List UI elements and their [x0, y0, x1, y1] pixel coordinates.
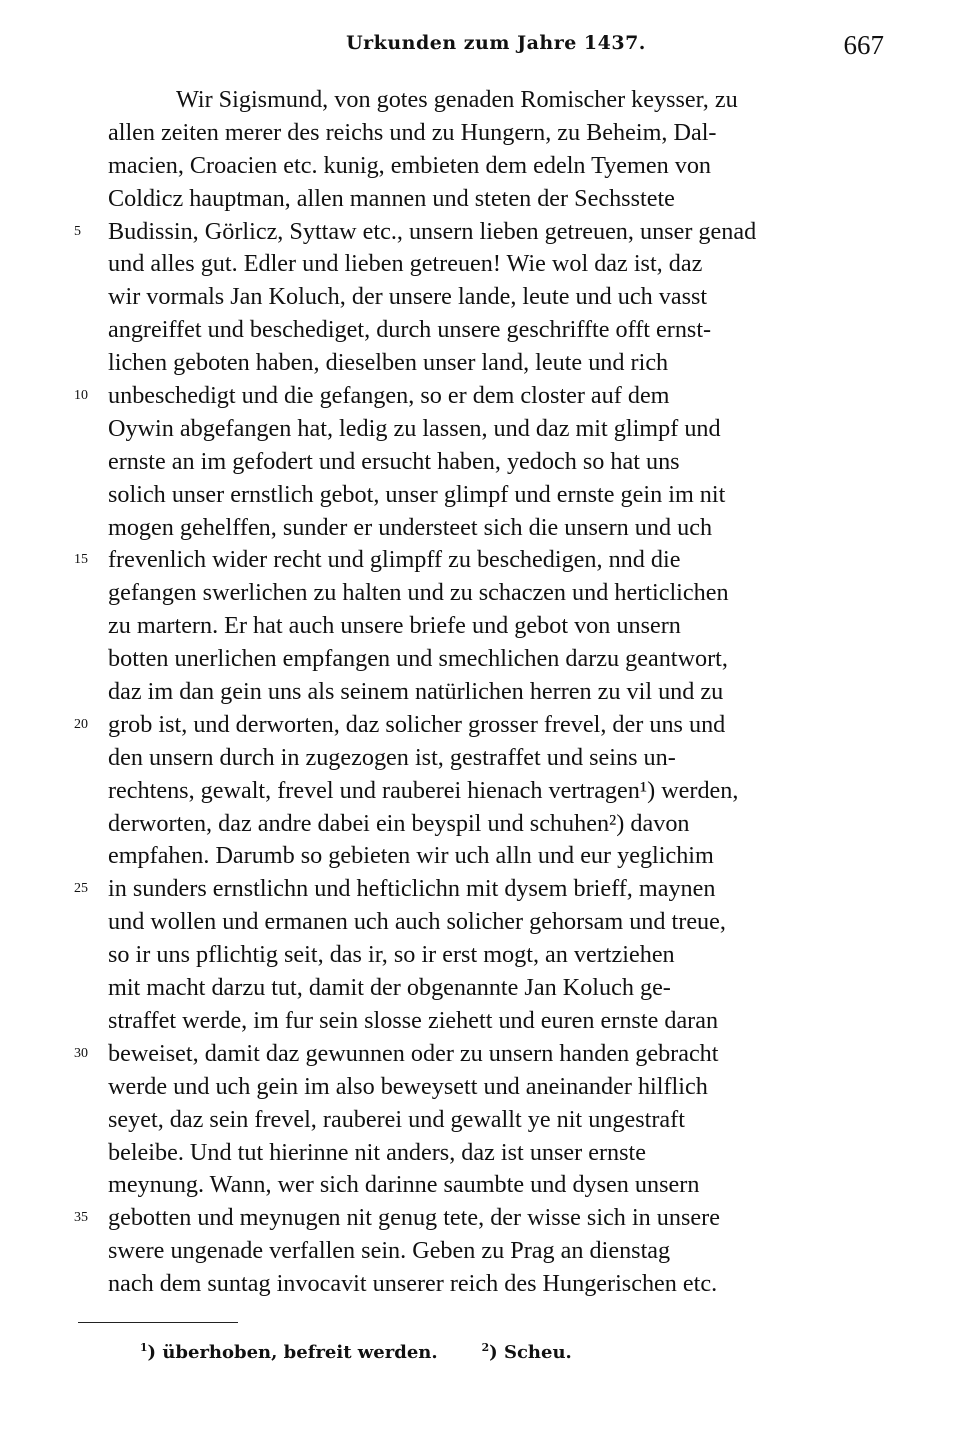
line-text: seyet, daz sein frevel, rauberei und gewallt ye nit ungestraft [108, 1105, 685, 1133]
text-line [74, 873, 884, 906]
text-line [108, 972, 884, 1005]
line-text: wir vormals Jan Koluch, der unsere lande, leute und uch vasst [108, 283, 708, 311]
line-text: zu martern. Er hat auch unsere briefe und gebot von unsern [108, 612, 681, 640]
text-line [108, 479, 884, 512]
text-line [74, 709, 884, 742]
line-text: ernste an im gefodert und ersucht haben, yedoch so hat uns [108, 447, 680, 475]
footnotes [140, 1342, 840, 1363]
line-number: 5 [74, 223, 81, 239]
line-text: swere ungenade verfallen sein. Geben zu Prag an dienstag [108, 1237, 671, 1265]
page-number: 667 [843, 30, 884, 60]
line-text: mit macht darzu tut, damit der obgenannte Jan Koluch ge- [108, 974, 671, 1002]
text-line [108, 314, 884, 347]
text-line [108, 512, 884, 545]
footnote [482, 1342, 572, 1363]
footnote-text: Scheu. [503, 1342, 572, 1363]
line-text: nach dem suntag invocavit unserer reich des Hungerischen etc. [108, 1270, 718, 1298]
text-line [108, 281, 884, 314]
text-line [108, 1235, 884, 1268]
text-line [108, 610, 884, 643]
text-line [108, 150, 884, 183]
text-line [108, 183, 884, 216]
line-text: macien, Croacien etc. kunig, embieten dem edeln Tyemen von [108, 151, 712, 179]
line-number: 15 [74, 552, 88, 568]
text-line [108, 84, 884, 117]
text-line [108, 577, 884, 610]
line-text: Budissin, Görlicz, Syttaw etc., unsern lieben getreuen, unser genad [108, 217, 757, 245]
line-text: allen zeiten merer des reichs und zu Hungern, zu Beheim, Dal- [108, 118, 717, 146]
line-text: angreiffet und beschediget, durch unsere geschriffte offt ernst- [108, 316, 712, 344]
line-text: straffet werde, im fur sein slosse ziehett und euren ernste daran [108, 1006, 719, 1034]
text-line [74, 380, 884, 413]
text-line [108, 1005, 884, 1038]
text-line [108, 1268, 884, 1301]
line-text: beleibe. Und tut hierinne nit anders, daz ist unser ernste [108, 1138, 647, 1166]
page-header [108, 28, 884, 68]
line-text: und wollen und ermanen uch auch solicher gehorsam und treue, [108, 908, 726, 936]
line-text: den unsern durch in zugezogen ist, gestraffet und seins un- [108, 743, 676, 771]
text-line [108, 1104, 884, 1137]
line-text: beweiset, damit daz gewunnen oder zu unsern handen gebracht [108, 1039, 719, 1067]
footnote-mark: 1 [140, 1341, 148, 1354]
footnote-mark-paren: ) [147, 1342, 163, 1363]
text-line [108, 413, 884, 446]
line-text: werde und uch gein im also beweysett und aneinander hilflich [108, 1072, 708, 1100]
line-number: 30 [74, 1045, 88, 1061]
line-text: unbeschedigt und die gefangen, so er dem closter auf dem [108, 382, 670, 410]
text-line [108, 347, 884, 380]
text-line [108, 939, 884, 972]
line-text: in sunders ernstlichn und hefticlichn mit dysem brieff, maynen [108, 875, 716, 903]
line-text: mogen gehelffen, sunder er understeet sich die unsern und uch [108, 513, 713, 541]
line-text: empfahen. Darumb so gebieten wir uch alln und eur yeglichim [108, 842, 714, 870]
text-line [74, 1038, 884, 1071]
line-text: gefangen swerlichen zu halten und zu schaczen und herticlichen [108, 579, 729, 607]
footnote [140, 1342, 438, 1363]
line-text: lichen geboten haben, dieselben unser land, leute und rich [108, 349, 669, 377]
document-body [74, 84, 884, 1301]
text-line [108, 248, 884, 281]
line-text: derworten, daz andre dabei ein beyspil und schuhen²) davon [108, 809, 690, 837]
text-line [108, 808, 884, 841]
line-text: gebotten und meynugen nit genug tete, der wisse sich in unsere [108, 1204, 720, 1232]
text-line [74, 216, 884, 249]
footnote-divider [78, 1322, 238, 1323]
line-number: 20 [74, 716, 88, 732]
text-line [108, 775, 884, 808]
text-line [108, 643, 884, 676]
text-line [74, 1202, 884, 1235]
running-title: Urkunden zum Jahre 1437. [346, 32, 646, 54]
text-line [108, 840, 884, 873]
line-text: so ir uns pflichtig seit, das ir, so ir erst mogt, an vertziehen [108, 941, 675, 969]
line-text: rechtens, gewalt, frevel und rauberei hienach vertragen¹) werden, [108, 776, 739, 804]
line-number: 35 [74, 1210, 88, 1226]
line-number: 25 [74, 881, 88, 897]
line-text: solich unser ernstlich gebot, unser glimpf und ernste gein im nit [108, 480, 726, 508]
footnote-text: überhoben, befreit werden. [162, 1342, 438, 1363]
text-line [108, 742, 884, 775]
line-text: daz im dan gein uns als seinem natürlichen herren zu vil und zu [108, 678, 724, 706]
text-line [108, 1071, 884, 1104]
line-text: und alles gut. Edler und lieben getreuen! Wie wol daz ist, daz [108, 250, 703, 278]
line-text: meynung. Wann, wer sich darinne saumbte und dysen unsern [108, 1171, 700, 1199]
footnote-mark-paren: ) [489, 1342, 504, 1363]
text-line [74, 544, 884, 577]
line-text: frevenlich wider recht und glimpff zu beschedigen, nnd die [108, 546, 681, 574]
footnote-mark: 2 [481, 1341, 490, 1354]
line-text: Coldicz hauptman, allen mannen und steten der Sechsstete [108, 184, 675, 212]
line-text: Wir Sigismund, von gotes genaden Romischer keysser, zu [176, 86, 738, 113]
line-number: 10 [74, 388, 88, 404]
line-text: Oywin abgefangen hat, ledig zu lassen, und daz mit glimpf und [108, 414, 721, 442]
text-line [108, 1169, 884, 1202]
line-text: grob ist, und derworten, daz solicher grosser frevel, der uns und [108, 710, 726, 738]
text-line [108, 676, 884, 709]
line-text: botten unerlichen empfangen und smechlichen darzu geantwort, [108, 645, 728, 673]
text-line [108, 906, 884, 939]
text-line [108, 1137, 884, 1170]
text-line [108, 446, 884, 479]
text-line [108, 117, 884, 150]
